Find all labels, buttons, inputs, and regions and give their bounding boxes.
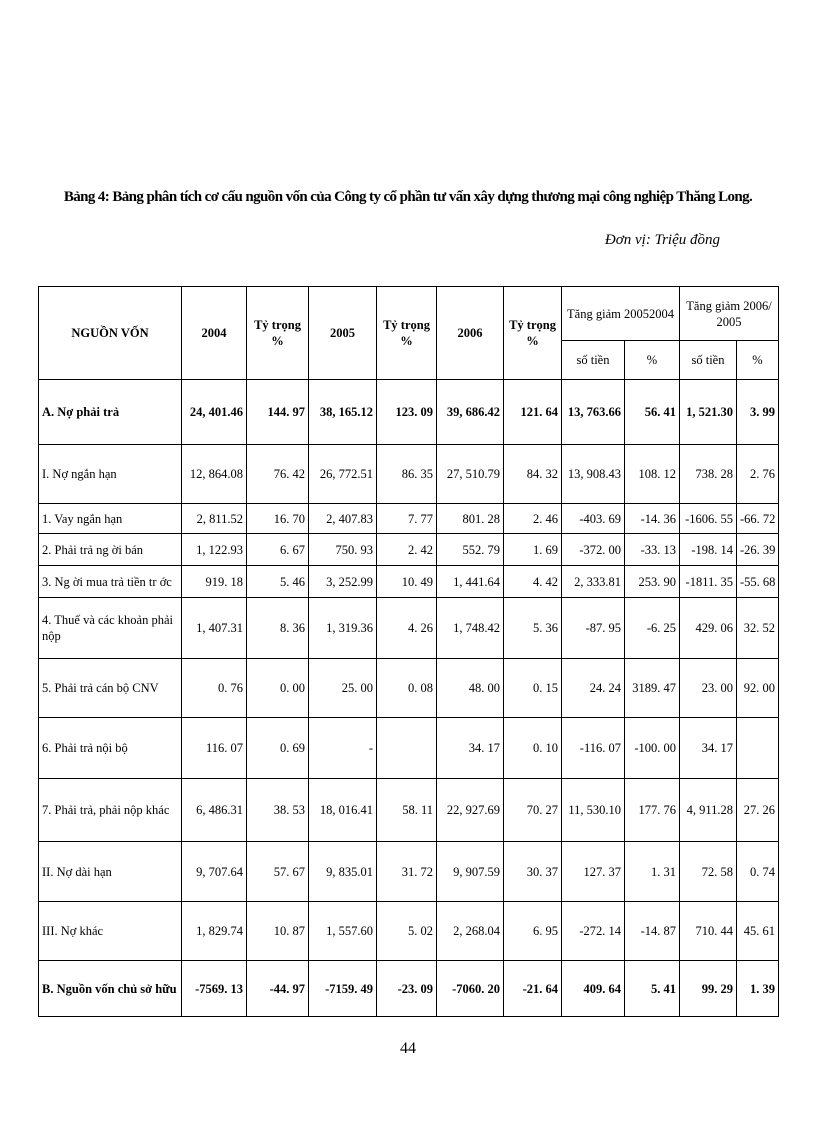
cell-2005: - (309, 718, 377, 779)
cell-2005: 1, 557.60 (309, 902, 377, 961)
cell-2005: 1, 319.36 (309, 598, 377, 659)
cell-ratio-2004: 0. 69 (247, 718, 309, 779)
cell-2005: 18, 016.41 (309, 779, 377, 842)
cell-pct-1: 108. 12 (625, 445, 680, 504)
row-label: 1. Vay ngắn hạn (39, 504, 182, 534)
cell-ratio-2005: 123. 09 (377, 380, 437, 445)
cell-pct-2: 1. 39 (737, 961, 779, 1017)
row-label: II. Nợ dài hạn (39, 842, 182, 902)
table-row (39, 504, 779, 534)
cell-ratio-2004: 10. 87 (247, 902, 309, 961)
cell-2004: 1, 407.31 (182, 598, 247, 659)
cell-change-1: 13, 763.66 (562, 380, 625, 445)
table-row (39, 534, 779, 566)
table-row (39, 779, 779, 842)
cell-pct-1: -100. 00 (625, 718, 680, 779)
cell-change-2: 34. 17 (680, 718, 737, 779)
cell-ratio-2006: 30. 37 (504, 842, 562, 902)
header-2005: 2005 (309, 287, 377, 380)
table-row (39, 659, 779, 718)
cell-ratio-2006: 0. 10 (504, 718, 562, 779)
cell-ratio-2006: 5. 36 (504, 598, 562, 659)
header-pct-1: % (625, 341, 680, 380)
cell-pct-2: 45. 61 (737, 902, 779, 961)
cell-pct-1: 177. 76 (625, 779, 680, 842)
cell-2006: 48. 00 (437, 659, 504, 718)
cell-ratio-2006: 121. 64 (504, 380, 562, 445)
cell-2006: 1, 748.42 (437, 598, 504, 659)
cell-pct-2: 92. 00 (737, 659, 779, 718)
cell-ratio-2005: 10. 49 (377, 566, 437, 598)
cell-change-1: 11, 530.10 (562, 779, 625, 842)
row-label: 5. Phải trả cán bộ CNV (39, 659, 182, 718)
cell-pct-2: 32. 52 (737, 598, 779, 659)
cell-ratio-2004: -44. 97 (247, 961, 309, 1017)
cell-pct-1: -14. 36 (625, 504, 680, 534)
cell-pct-1: 253. 90 (625, 566, 680, 598)
cell-pct-1: -14. 87 (625, 902, 680, 961)
cell-change-2: -198. 14 (680, 534, 737, 566)
cell-change-2: 429. 06 (680, 598, 737, 659)
cell-2004: 919. 18 (182, 566, 247, 598)
cell-ratio-2005: 7. 77 (377, 504, 437, 534)
header-amount-1: số tiền (562, 341, 625, 380)
cell-change-2: 99. 29 (680, 961, 737, 1017)
table-row (39, 380, 779, 445)
cell-ratio-2006: -21. 64 (504, 961, 562, 1017)
cell-pct-2: 27. 26 (737, 779, 779, 842)
cell-ratio-2004: 16. 70 (247, 504, 309, 534)
header-ratio-2004: Tỷ trọng % (247, 287, 309, 380)
cell-2004: 2, 811.52 (182, 504, 247, 534)
cell-2006: 2, 268.04 (437, 902, 504, 961)
cell-ratio-2005: 86. 35 (377, 445, 437, 504)
cell-change-1: -87. 95 (562, 598, 625, 659)
cell-2004: 12, 864.08 (182, 445, 247, 504)
capital-structure-table (38, 286, 779, 1017)
cell-ratio-2005: -23. 09 (377, 961, 437, 1017)
header-amount-2: số tiền (680, 341, 737, 380)
table-row (39, 961, 779, 1017)
cell-ratio-2005: 0. 08 (377, 659, 437, 718)
header-ratio-2005: Tỷ trọng % (377, 287, 437, 380)
row-label: 7. Phải trả, phải nộp khác (39, 779, 182, 842)
cell-change-1: -372. 00 (562, 534, 625, 566)
table-row (39, 445, 779, 504)
cell-ratio-2004: 5. 46 (247, 566, 309, 598)
cell-2005: -7159. 49 (309, 961, 377, 1017)
cell-change-2: 738. 28 (680, 445, 737, 504)
cell-2006: -7060. 20 (437, 961, 504, 1017)
table-row (39, 718, 779, 779)
cell-change-1: -272. 14 (562, 902, 625, 961)
cell-ratio-2005: 2. 42 (377, 534, 437, 566)
row-label: A. Nợ phải trả (39, 380, 182, 445)
cell-2004: 6, 486.31 (182, 779, 247, 842)
cell-ratio-2005 (377, 718, 437, 779)
row-label: 4. Thuế và các khoản phải nộp (39, 598, 182, 659)
cell-ratio-2006: 4. 42 (504, 566, 562, 598)
cell-2006: 34. 17 (437, 718, 504, 779)
cell-ratio-2005: 4. 26 (377, 598, 437, 659)
cell-ratio-2004: 76. 42 (247, 445, 309, 504)
table-row (39, 566, 779, 598)
cell-pct-2: 0. 74 (737, 842, 779, 902)
cell-change-2: 72. 58 (680, 842, 737, 902)
cell-ratio-2006: 84. 32 (504, 445, 562, 504)
cell-2004: 0. 76 (182, 659, 247, 718)
cell-ratio-2006: 70. 27 (504, 779, 562, 842)
cell-2006: 552. 79 (437, 534, 504, 566)
header-change-2005-2004: Tăng giảm 20052004 (562, 287, 680, 341)
cell-2006: 27, 510.79 (437, 445, 504, 504)
cell-change-1: 13, 908.43 (562, 445, 625, 504)
cell-ratio-2005: 5. 02 (377, 902, 437, 961)
cell-change-1: -403. 69 (562, 504, 625, 534)
cell-2004: -7569. 13 (182, 961, 247, 1017)
cell-pct-1: -6. 25 (625, 598, 680, 659)
table-row (39, 842, 779, 902)
header-2006: 2006 (437, 287, 504, 380)
cell-2006: 22, 927.69 (437, 779, 504, 842)
cell-pct-1: 1. 31 (625, 842, 680, 902)
cell-change-2: 23. 00 (680, 659, 737, 718)
unit-note: Đơn vị: Triệu đồng (604, 232, 720, 248)
cell-2005: 3, 252.99 (309, 566, 377, 598)
row-label: I. Nợ ngắn hạn (39, 445, 182, 504)
cell-2006: 1, 441.64 (437, 566, 504, 598)
cell-ratio-2004: 57. 67 (247, 842, 309, 902)
cell-2004: 1, 122.93 (182, 534, 247, 566)
header-2004: 2004 (182, 287, 247, 380)
row-label: III. Nợ khác (39, 902, 182, 961)
header-ratio-2006: Tỷ trọng % (504, 287, 562, 380)
cell-pct-2: -66. 72 (737, 504, 779, 534)
cell-ratio-2005: 58. 11 (377, 779, 437, 842)
row-label: 3. Ng ời mua trả tiền tr ớc (39, 566, 182, 598)
cell-2006: 39, 686.42 (437, 380, 504, 445)
cell-2005: 750. 93 (309, 534, 377, 566)
cell-pct-2: 2. 76 (737, 445, 779, 504)
cell-change-1: 2, 333.81 (562, 566, 625, 598)
cell-2005: 26, 772.51 (309, 445, 377, 504)
cell-pct-1: 3189. 47 (625, 659, 680, 718)
table-row (39, 902, 779, 961)
cell-pct-2: -55. 68 (737, 566, 779, 598)
row-label: B. Nguồn vốn chủ sở hữu (39, 961, 182, 1017)
cell-ratio-2006: 2. 46 (504, 504, 562, 534)
cell-2004: 24, 401.46 (182, 380, 247, 445)
cell-2004: 9, 707.64 (182, 842, 247, 902)
header-source: NGUỒN VỐN (39, 287, 182, 380)
cell-ratio-2004: 6. 67 (247, 534, 309, 566)
cell-2005: 2, 407.83 (309, 504, 377, 534)
cell-pct-1: 56. 41 (625, 380, 680, 445)
header-change-2006-2005: Tăng giảm 2006/ 2005 (680, 287, 779, 341)
cell-change-2: -1811. 35 (680, 566, 737, 598)
page-number: 44 (400, 1040, 416, 1057)
cell-2005: 25. 00 (309, 659, 377, 718)
cell-ratio-2006: 6. 95 (504, 902, 562, 961)
table-title: Bảng 4: Bảng phân tích cơ cấu nguồn vốn của Công ty cổ phần tư vấn xây dựng thương mại công nghiệp Thăng Long. (63, 189, 753, 205)
cell-2004: 116. 07 (182, 718, 247, 779)
cell-change-2: 1, 521.30 (680, 380, 737, 445)
cell-ratio-2004: 0. 00 (247, 659, 309, 718)
cell-pct-2: 3. 99 (737, 380, 779, 445)
cell-ratio-2004: 8. 36 (247, 598, 309, 659)
cell-change-1: 409. 64 (562, 961, 625, 1017)
cell-change-1: 127. 37 (562, 842, 625, 902)
row-label: 2. Phải trả ng ời bán (39, 534, 182, 566)
header-pct-2: % (737, 341, 779, 380)
cell-change-1: 24. 24 (562, 659, 625, 718)
cell-ratio-2004: 144. 97 (247, 380, 309, 445)
cell-change-2: 710. 44 (680, 902, 737, 961)
row-label: 6. Phải trả nội bộ (39, 718, 182, 779)
cell-pct-1: 5. 41 (625, 961, 680, 1017)
cell-pct-2 (737, 718, 779, 779)
cell-ratio-2004: 38. 53 (247, 779, 309, 842)
cell-2005: 38, 165.12 (309, 380, 377, 445)
cell-pct-2: -26. 39 (737, 534, 779, 566)
table-row (39, 598, 779, 659)
cell-change-2: -1606. 55 (680, 504, 737, 534)
cell-2006: 801. 28 (437, 504, 504, 534)
cell-2005: 9, 835.01 (309, 842, 377, 902)
cell-ratio-2006: 0. 15 (504, 659, 562, 718)
cell-change-2: 4, 911.28 (680, 779, 737, 842)
cell-2006: 9, 907.59 (437, 842, 504, 902)
cell-2004: 1, 829.74 (182, 902, 247, 961)
cell-pct-1: -33. 13 (625, 534, 680, 566)
cell-ratio-2005: 31. 72 (377, 842, 437, 902)
cell-ratio-2006: 1. 69 (504, 534, 562, 566)
cell-change-1: -116. 07 (562, 718, 625, 779)
